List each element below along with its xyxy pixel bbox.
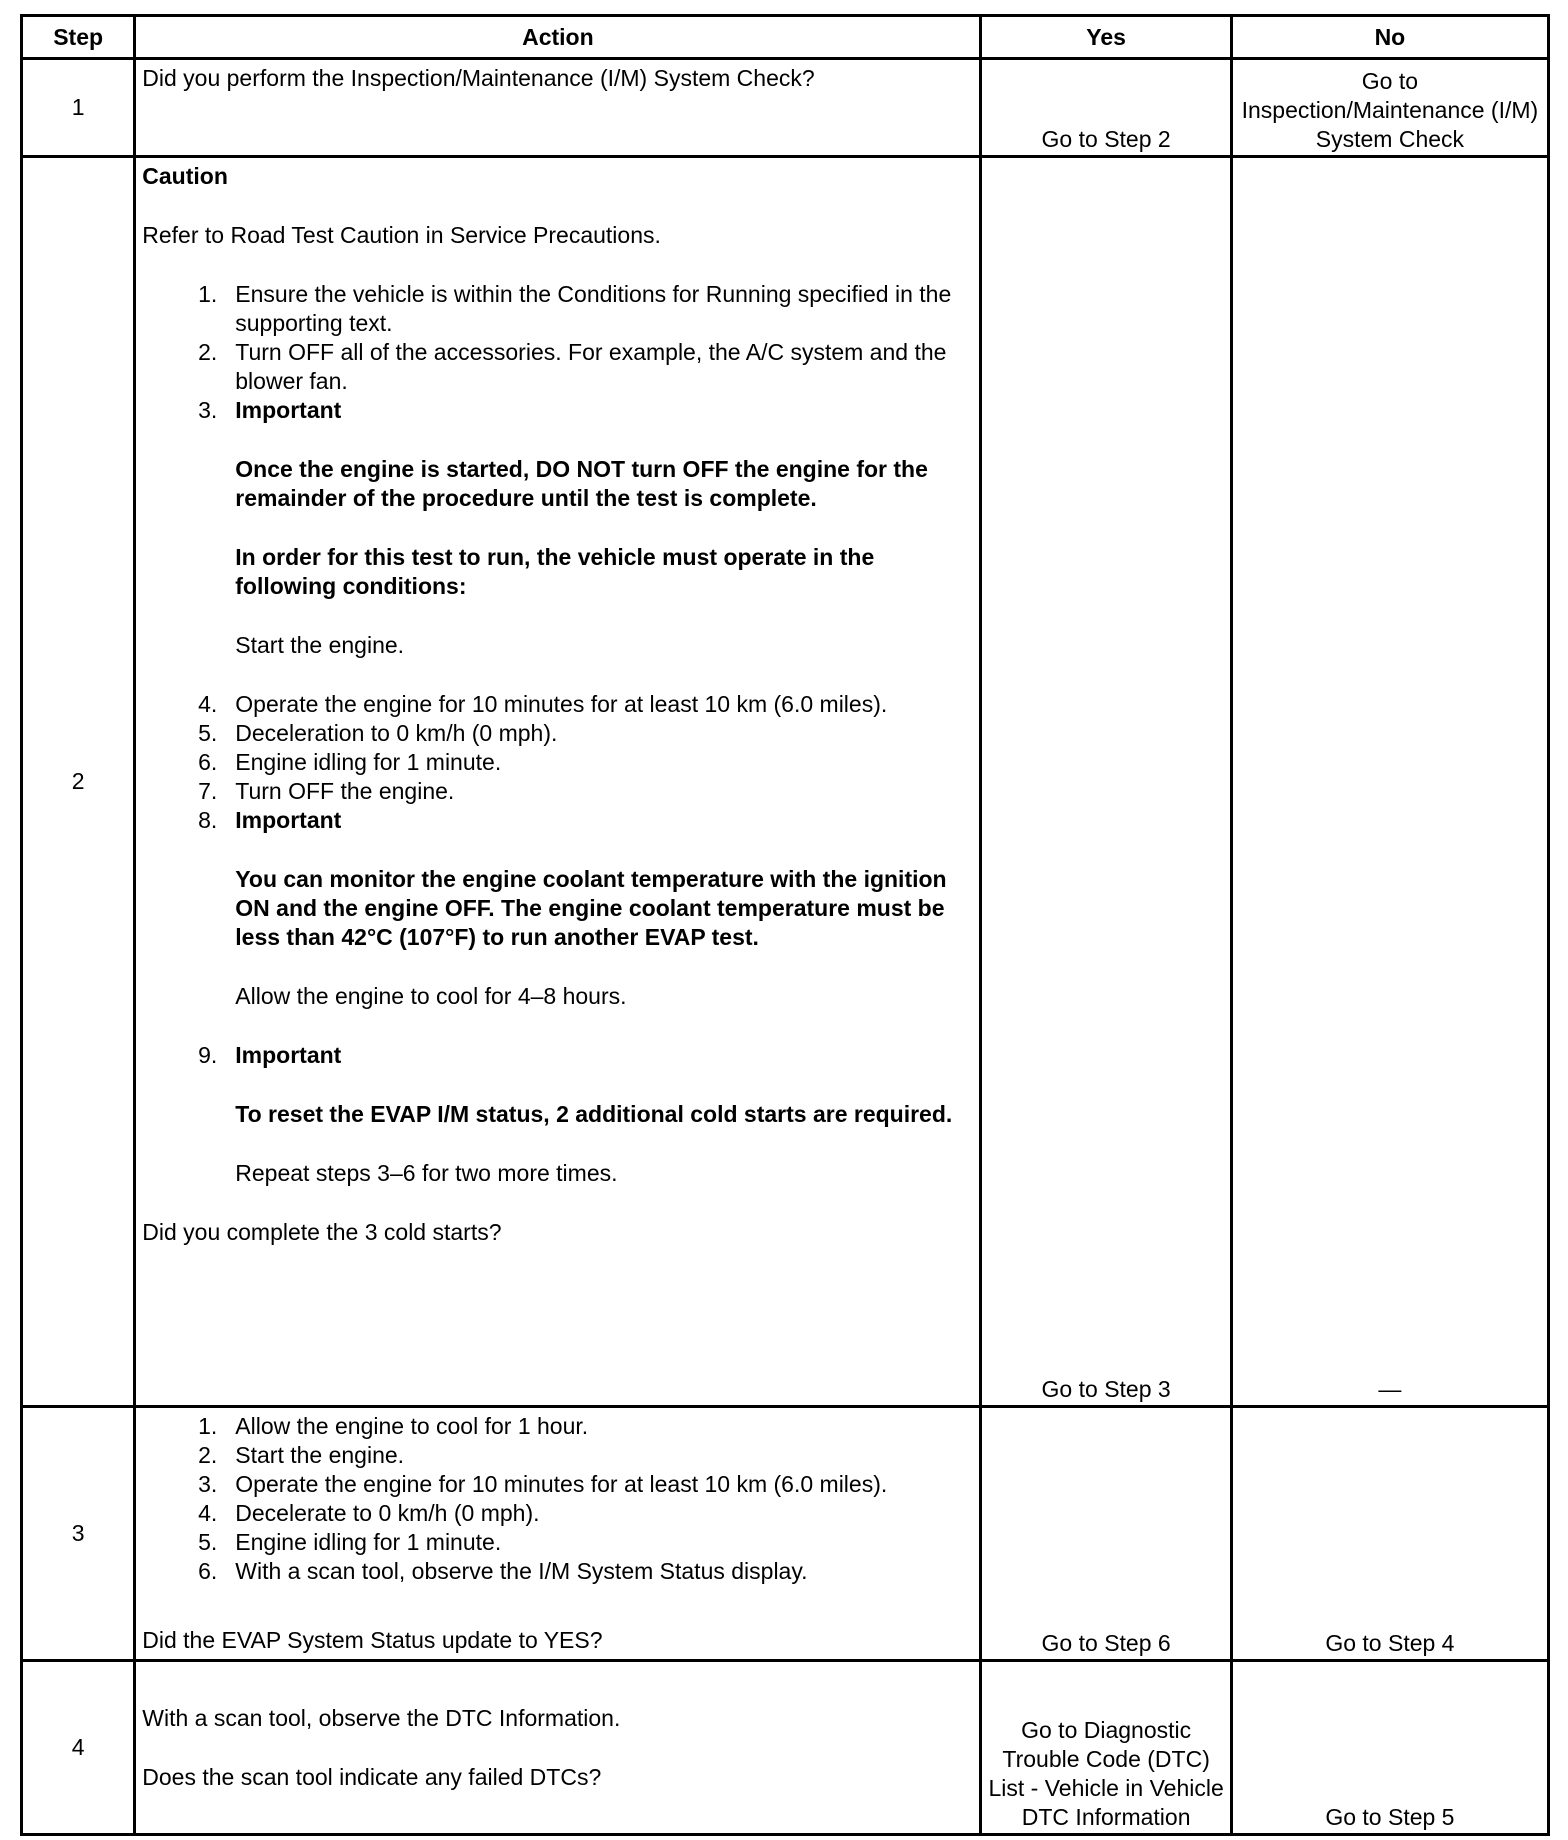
instruction-text: Start the engine. bbox=[235, 632, 405, 658]
instruction-text: Allow the engine to cool for 4–8 hours. bbox=[235, 983, 627, 1009]
step-number: 2 bbox=[22, 157, 135, 1407]
action-question: Does the scan tool indicate any failed DTCs? bbox=[142, 1763, 602, 1790]
list-item: 2. Start the engine. bbox=[198, 1442, 405, 1468]
important-note-block bbox=[142, 865, 973, 1011]
important-note: In order for this test to run, the vehicle must operate in the following conditions: bbox=[235, 544, 875, 599]
header-action: Action bbox=[135, 16, 981, 59]
action-question: Did you complete the 3 cold starts? bbox=[142, 1219, 502, 1245]
no-cell: Go to Step 4 bbox=[1231, 1407, 1548, 1661]
yes-cell: Go to Step 2 bbox=[981, 59, 1231, 157]
important-note: You can monitor the engine coolant temperature with the ignition ON and the engine OFF. The engine coolant temperature must be less than 42°C (107°F) to run another EVAP test. bbox=[235, 866, 947, 950]
list-item: 4. Decelerate to 0 km/h (0 mph). bbox=[198, 1500, 540, 1526]
action-cell bbox=[135, 59, 981, 157]
table-row-step-3 bbox=[22, 1407, 1549, 1661]
important-note: To reset the EVAP I/M status, 2 additional cold starts are required. bbox=[235, 1101, 953, 1127]
important-note-block bbox=[142, 455, 973, 660]
no-cell: Go to Step 5 bbox=[1231, 1661, 1548, 1835]
important-note: Once the engine is started, DO NOT turn OFF the engine for the remainder of the procedure until the test is complete. bbox=[235, 456, 928, 511]
step-number: 4 bbox=[22, 1661, 135, 1835]
list-item: 9. Important bbox=[198, 1042, 342, 1068]
list-item: 7. Turn OFF the engine. bbox=[198, 778, 455, 804]
table-row-step-4 bbox=[22, 1661, 1549, 1835]
step-number: 1 bbox=[22, 59, 135, 157]
list-item: 2. Turn OFF all of the accessories. For example, the A/C system and the blower fan. bbox=[198, 339, 947, 394]
procedure-list bbox=[142, 280, 973, 1188]
list-item: 8. Important bbox=[198, 807, 342, 833]
header-step: Step bbox=[22, 16, 135, 59]
yes-cell: Go to Diagnostic Trouble Code (DTC) List - Vehicle in Vehicle DTC Information bbox=[981, 1661, 1231, 1835]
list-item: 1. Ensure the vehicle is within the Conditions for Running specified in the supporting text. bbox=[198, 281, 952, 336]
step-number: 3 bbox=[22, 1407, 135, 1661]
yes-cell: Go to Step 3 bbox=[981, 157, 1231, 1407]
list-item: 3. Important bbox=[198, 397, 342, 423]
action-cell bbox=[135, 1407, 981, 1661]
list-item: 3. Operate the engine for 10 minutes for at least 10 km (6.0 miles). bbox=[198, 1471, 888, 1497]
procedure-list bbox=[142, 1412, 973, 1586]
header-row bbox=[22, 16, 1549, 59]
header-no: No bbox=[1231, 16, 1548, 59]
caution-title: Caution bbox=[142, 163, 228, 189]
list-item: 6. Engine idling for 1 minute. bbox=[198, 749, 502, 775]
important-note-block bbox=[142, 1100, 973, 1188]
diagnostic-table bbox=[20, 14, 1550, 1836]
action-cell bbox=[135, 1661, 981, 1835]
table-row-step-2 bbox=[22, 157, 1549, 1407]
list-item: 4. Operate the engine for 10 minutes for at least 10 km (6.0 miles). bbox=[198, 691, 888, 717]
action-question: Did the EVAP System Status update to YES? bbox=[142, 1627, 603, 1653]
action-text: With a scan tool, observe the DTC Information. bbox=[142, 1704, 621, 1731]
action-question: Did you perform the Inspection/Maintenance (I/M) System Check? bbox=[142, 65, 815, 91]
action-cell bbox=[135, 157, 981, 1407]
header-yes: Yes bbox=[981, 16, 1231, 59]
no-cell: Go to Inspection/Maintenance (I/M) System Check bbox=[1231, 59, 1548, 157]
list-item: 5. Engine idling for 1 minute. bbox=[198, 1529, 502, 1555]
list-item: 5. Deceleration to 0 km/h (0 mph). bbox=[198, 720, 558, 746]
list-item: 1. Allow the engine to cool for 1 hour. bbox=[198, 1413, 589, 1439]
table-row-step-1 bbox=[22, 59, 1549, 157]
instruction-text: Repeat steps 3–6 for two more times. bbox=[235, 1160, 618, 1186]
list-item: 6. With a scan tool, observe the I/M System Status display. bbox=[198, 1558, 808, 1584]
no-cell: — bbox=[1231, 157, 1548, 1407]
yes-cell: Go to Step 6 bbox=[981, 1407, 1231, 1661]
caution-text: Refer to Road Test Caution in Service Precautions. bbox=[142, 222, 661, 248]
